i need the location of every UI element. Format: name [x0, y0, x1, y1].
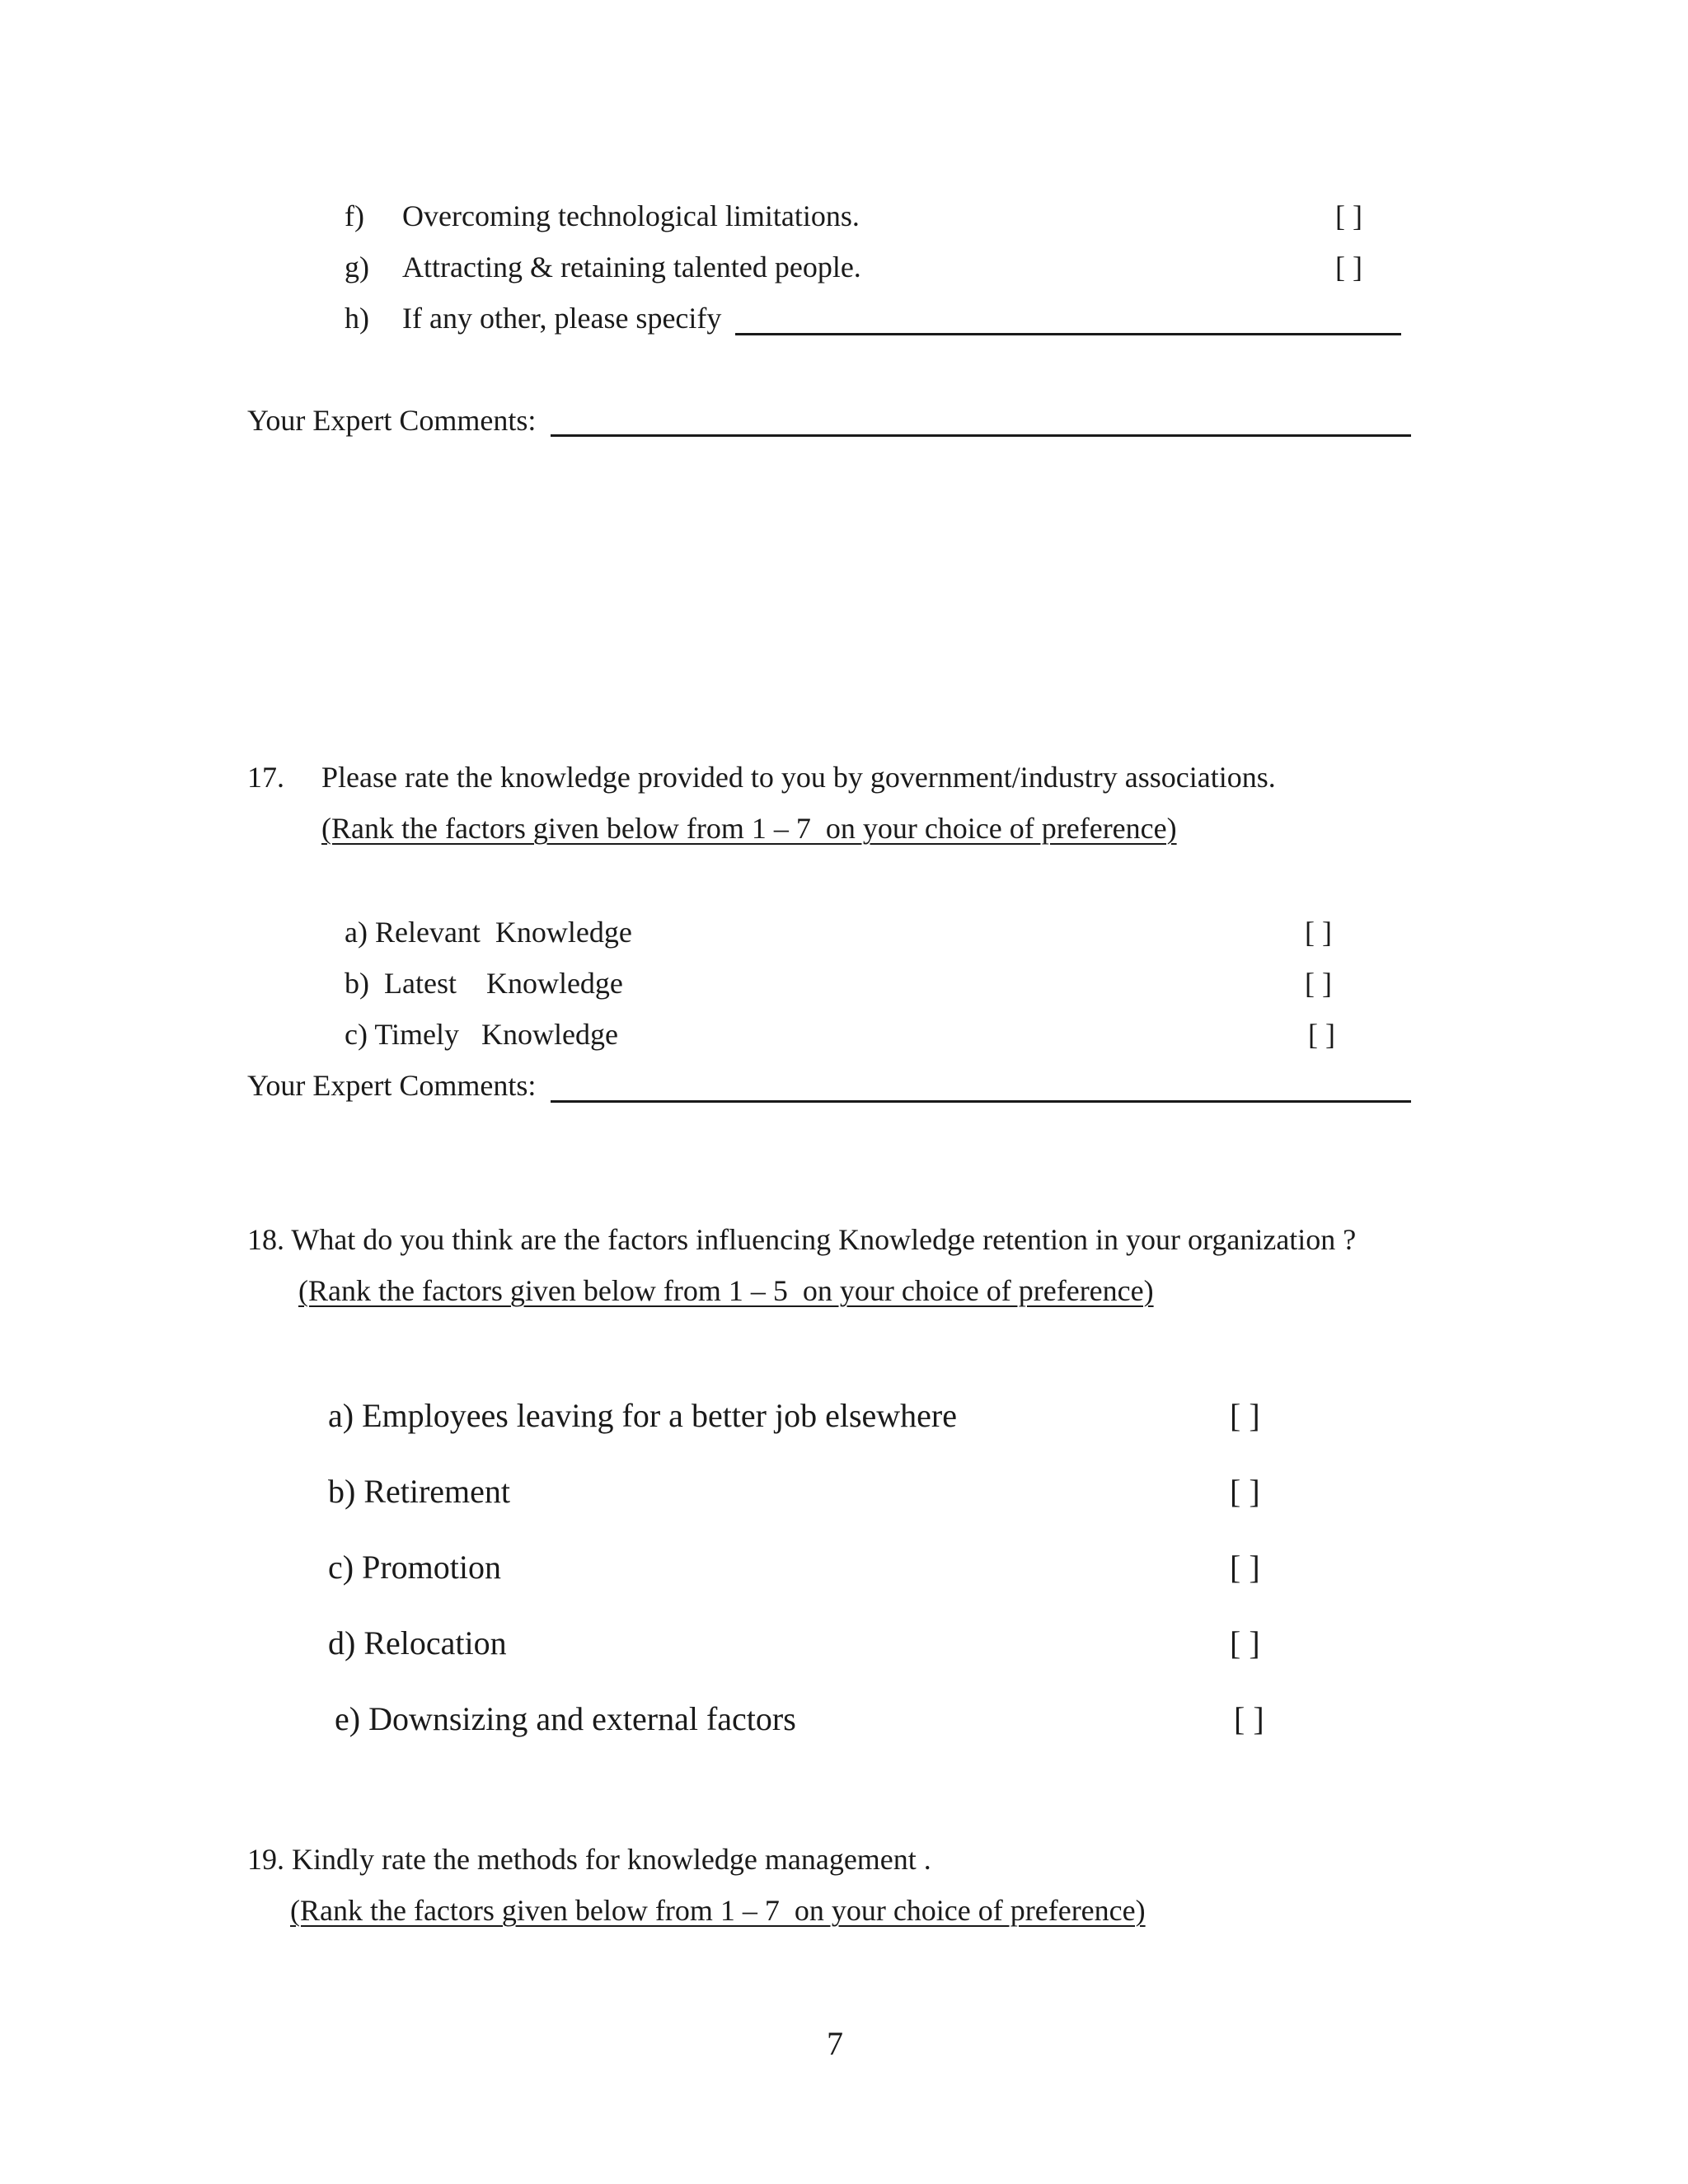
q16-item-f-rank-box[interactable]: [ ]: [1335, 199, 1362, 232]
q16-item-g-rank-box[interactable]: [ ]: [1335, 251, 1362, 284]
q17-item-c-text: c) Timely Knowledge: [345, 1018, 618, 1051]
q16-item-f-text: Overcoming technological limitations.: [402, 199, 860, 232]
q18-question: 18. What do you think are the factors influencing Knowledge retention in your organization ?: [247, 1223, 1357, 1256]
q18-item-c-text: c) Promotion: [328, 1549, 501, 1586]
q16-item-g-letter: g): [345, 251, 369, 284]
q17-item-c-rank-box[interactable]: [ ]: [1308, 1018, 1335, 1051]
q17-comments-label: Your Expert Comments:: [247, 1069, 537, 1102]
q18-item-b-text: b) Retirement: [328, 1473, 511, 1510]
q18-item-b-rank-box[interactable]: [ ]: [1230, 1473, 1260, 1510]
q16-item-g-text: Attracting & retaining talented people.: [402, 251, 861, 284]
q18-item-a-rank-box[interactable]: [ ]: [1230, 1397, 1260, 1434]
q16-item-h-letter: h): [345, 302, 369, 335]
q19-instruction: (Rank the factors given below from 1 – 7 on your choice of preference): [290, 1894, 1146, 1927]
q18-item-e-rank-box[interactable]: [ ]: [1234, 1700, 1264, 1737]
q17-instruction: (Rank the factors given below from 1 – 7 on your choice of preference): [321, 812, 1177, 845]
q18-item-c-rank-box[interactable]: [ ]: [1230, 1549, 1260, 1586]
q17-comments-line[interactable]: [551, 1100, 1411, 1103]
q19-question: 19. Kindly rate the methods for knowledge management .: [247, 1843, 931, 1876]
q16-item-f-letter: f): [345, 199, 364, 232]
q18-item-a-text: a) Employees leaving for a better job elsewhere: [328, 1397, 958, 1434]
q16-item-h-text: If any other, please specify: [402, 302, 722, 335]
q17-item-a-text: a) Relevant Knowledge: [345, 916, 632, 949]
q16-comments-label: Your Expert Comments:: [247, 404, 537, 437]
q16-other-specify-line[interactable]: [735, 333, 1401, 335]
q18-instruction: (Rank the factors given below from 1 – 5 on your choice of preference): [298, 1274, 1154, 1307]
page-number: 7: [827, 2025, 843, 2062]
q17-item-b-rank-box[interactable]: [ ]: [1305, 967, 1332, 1000]
q17-number: 17.: [247, 761, 284, 794]
q17-item-b-text: b) Latest Knowledge: [345, 967, 623, 1000]
q18-item-d-text: d) Relocation: [328, 1624, 507, 1661]
q18-item-d-rank-box[interactable]: [ ]: [1230, 1624, 1260, 1661]
q17-item-a-rank-box[interactable]: [ ]: [1305, 916, 1332, 949]
q16-comments-line[interactable]: [551, 434, 1411, 437]
q17-question: Please rate the knowledge provided to you by government/industry associations.: [321, 761, 1276, 794]
q18-item-e-text: e) Downsizing and external factors: [335, 1700, 796, 1737]
